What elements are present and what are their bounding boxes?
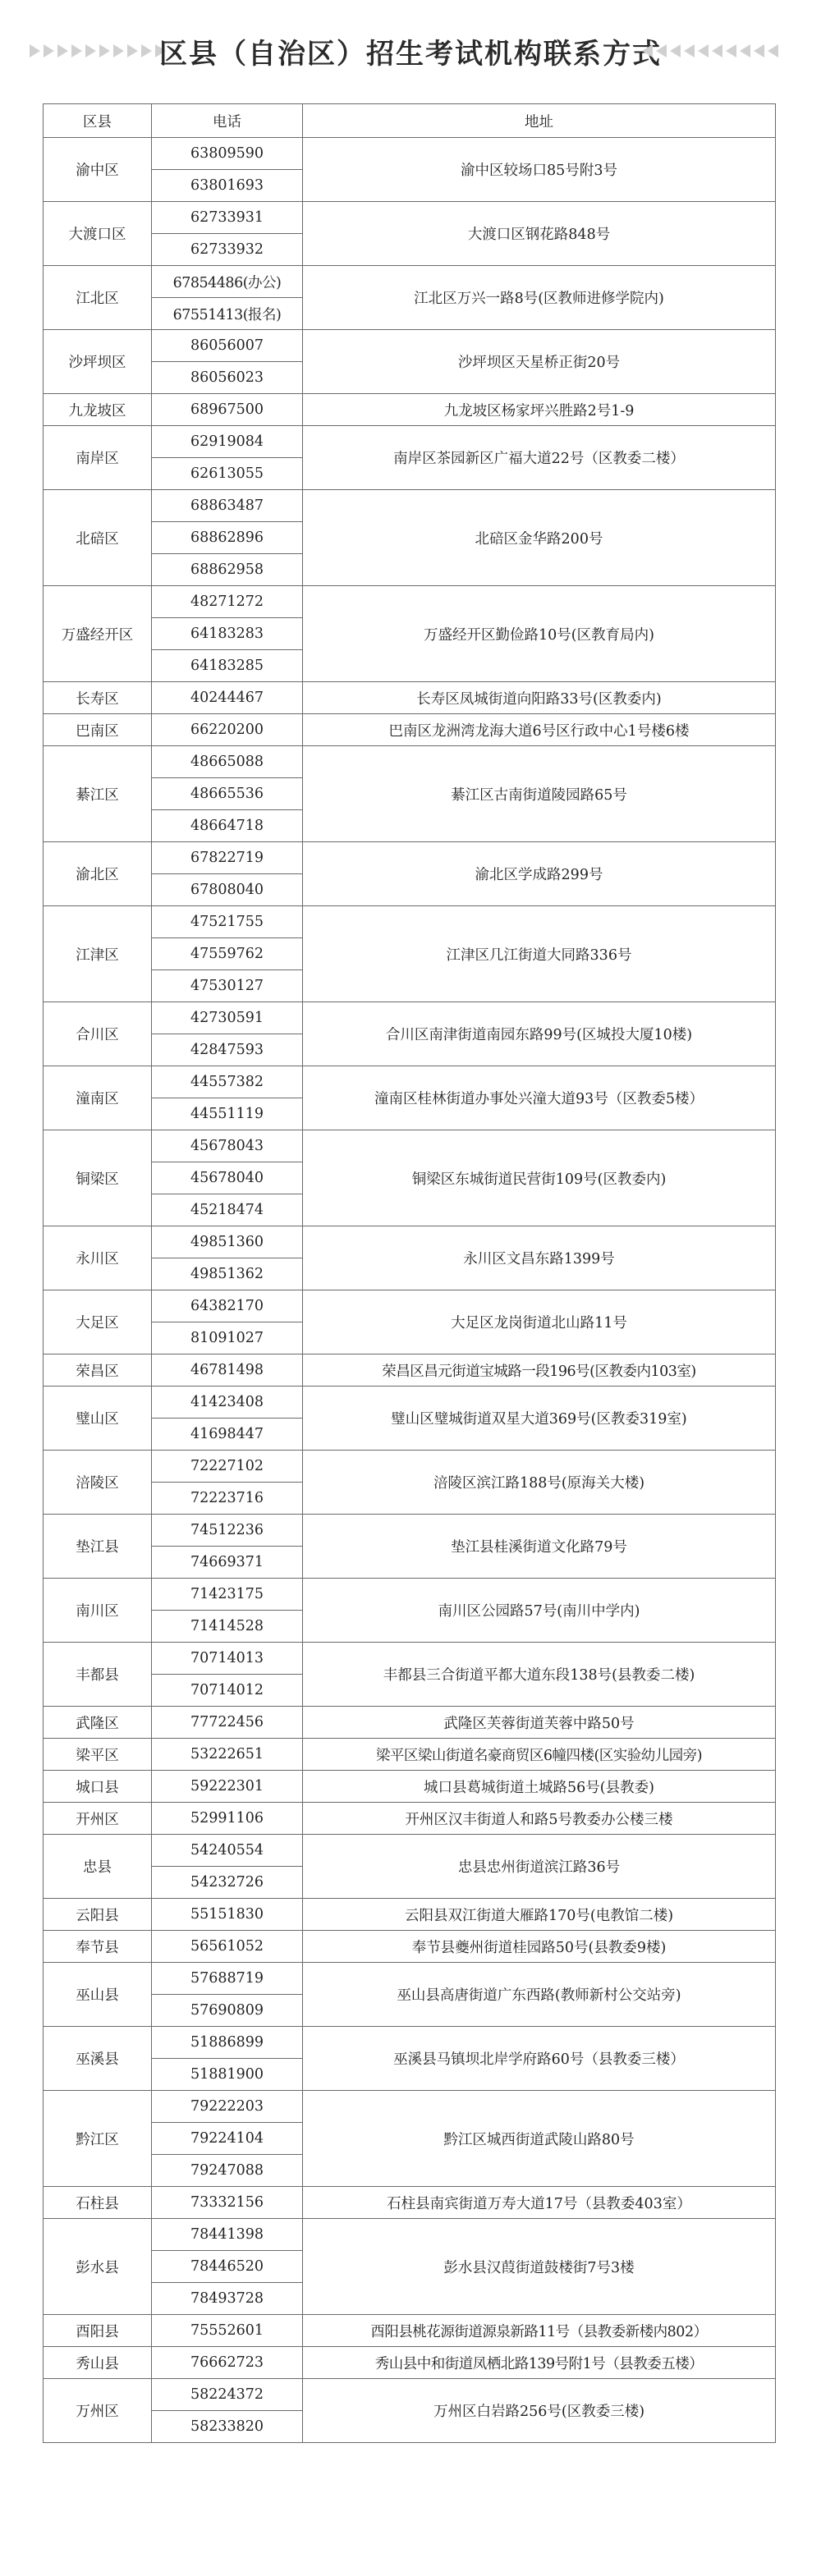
- district-cell: 长寿区: [44, 682, 152, 714]
- address-cell: 秀山县中和街道凤栖北路139号附1号（县教委五楼）: [303, 2347, 776, 2379]
- phone-cell: 72227102: [152, 1451, 303, 1483]
- phone-cell: 48271272: [152, 586, 303, 618]
- address-cell: 涪陵区滨江路188号(原海关大楼): [303, 1451, 776, 1515]
- phone-cell: 64382170: [152, 1290, 303, 1322]
- phone-cell: 75552601: [152, 2315, 303, 2347]
- table-row: [44, 714, 776, 746]
- address-cell: 巫山县高唐街道广东西路(教师新村公交站旁): [303, 1963, 776, 2027]
- phone-cell: 78446520: [152, 2251, 303, 2283]
- phone-cell: 67551413(报名): [152, 298, 303, 330]
- table-row: [44, 2027, 776, 2059]
- address-cell: 江津区几江街道大同路336号: [303, 906, 776, 1002]
- table-row: [44, 1963, 776, 1995]
- phone-cell: 49851362: [152, 1258, 303, 1290]
- district-cell: 江北区: [44, 266, 152, 330]
- address-cell: 万盛经开区勤俭路10号(区教育局内): [303, 586, 776, 682]
- phone-cell: 79247088: [152, 2155, 303, 2187]
- address-cell: 铜梁区东城街道民营街109号(区教委内): [303, 1130, 776, 1226]
- contacts-table: [43, 103, 776, 2443]
- address-cell: 荣昌区昌元街道宝城路一段196号(区教委内103室): [303, 1354, 776, 1387]
- phone-cell: 68862896: [152, 522, 303, 554]
- district-cell: 铜梁区: [44, 1130, 152, 1226]
- page-header: [0, 0, 821, 99]
- district-cell: 万州区: [44, 2379, 152, 2443]
- phone-cell: 70714013: [152, 1643, 303, 1675]
- address-cell: 万州区白岩路256号(区教委三楼): [303, 2379, 776, 2443]
- district-cell: 合川区: [44, 1002, 152, 1066]
- address-cell: 大足区龙岗街道北山路11号: [303, 1290, 776, 1354]
- district-cell: 巫溪县: [44, 2027, 152, 2091]
- phone-cell: 67854486(办公): [152, 266, 303, 298]
- table-row: [44, 2347, 776, 2379]
- address-cell: 开州区汉丰街道人和路5号教委办公楼三楼: [303, 1803, 776, 1835]
- phone-cell: 49851360: [152, 1226, 303, 1258]
- phone-cell: 72223716: [152, 1483, 303, 1515]
- district-cell: 巫山县: [44, 1963, 152, 2027]
- phone-cell: 64183285: [152, 650, 303, 682]
- phone-cell: 47559762: [152, 938, 303, 970]
- phone-cell: 59222301: [152, 1771, 303, 1803]
- phone-cell: 62733932: [152, 234, 303, 266]
- phone-cell: 71423175: [152, 1579, 303, 1611]
- district-cell: 彭水县: [44, 2219, 152, 2315]
- phone-cell: 42847593: [152, 1034, 303, 1066]
- district-cell: 忠县: [44, 1835, 152, 1899]
- district-cell: 渝中区: [44, 138, 152, 202]
- phone-cell: 45678040: [152, 1162, 303, 1194]
- phone-cell: 68863487: [152, 490, 303, 522]
- table-row: [44, 2219, 776, 2251]
- table-row: [44, 1387, 776, 1419]
- table-body: [44, 138, 776, 2443]
- district-cell: 荣昌区: [44, 1354, 152, 1387]
- phone-cell: 58224372: [152, 2379, 303, 2411]
- district-cell: 垫江县: [44, 1515, 152, 1579]
- address-cell: 九龙坡区杨家坪兴胜路2号1-9: [303, 394, 776, 426]
- address-cell: 长寿区凤城街道向阳路33号(区教委内): [303, 682, 776, 714]
- column-header-district: 区县: [44, 104, 152, 138]
- address-cell: 江北区万兴一路8号(区教师进修学院内): [303, 266, 776, 330]
- table-header-row: [44, 104, 776, 138]
- phone-cell: 74669371: [152, 1547, 303, 1579]
- phone-cell: 51886899: [152, 2027, 303, 2059]
- phone-cell: 58233820: [152, 2411, 303, 2443]
- phone-cell: 56561052: [152, 1931, 303, 1963]
- column-header-address: 地址: [303, 104, 776, 138]
- district-cell: 石柱县: [44, 2187, 152, 2219]
- phone-cell: 48664718: [152, 810, 303, 842]
- phone-cell: 41698447: [152, 1419, 303, 1451]
- phone-cell: 81091027: [152, 1322, 303, 1354]
- address-cell: 巴南区龙洲湾龙海大道6号区行政中心1号楼6楼: [303, 714, 776, 746]
- table-row: [44, 2379, 776, 2411]
- district-cell: 城口县: [44, 1771, 152, 1803]
- table-row: [44, 586, 776, 618]
- address-cell: 綦江区古南街道陵园路65号: [303, 746, 776, 842]
- district-cell: 大渡口区: [44, 202, 152, 266]
- district-cell: 大足区: [44, 1290, 152, 1354]
- address-cell: 璧山区璧城街道双星大道369号(区教委319室): [303, 1387, 776, 1451]
- table-row: [44, 842, 776, 874]
- phone-cell: 42730591: [152, 1002, 303, 1034]
- address-cell: 忠县忠州街道滨江路36号: [303, 1835, 776, 1899]
- table-row: [44, 490, 776, 522]
- table-row: [44, 330, 776, 362]
- table-row: [44, 1226, 776, 1258]
- table-row: [44, 2091, 776, 2123]
- address-cell: 沙坪坝区天星桥正街20号: [303, 330, 776, 394]
- address-cell: 渝北区学成路299号: [303, 842, 776, 906]
- phone-cell: 78493728: [152, 2283, 303, 2315]
- phone-cell: 40244467: [152, 682, 303, 714]
- address-cell: 巫溪县马镇坝北岸学府路60号（县教委三楼）: [303, 2027, 776, 2091]
- table-row: [44, 1451, 776, 1483]
- district-cell: 巴南区: [44, 714, 152, 746]
- phone-cell: 78441398: [152, 2219, 303, 2251]
- phone-cell: 63809590: [152, 138, 303, 170]
- table-row: [44, 1579, 776, 1611]
- phone-cell: 62733931: [152, 202, 303, 234]
- phone-cell: 64183283: [152, 618, 303, 650]
- district-cell: 北碚区: [44, 490, 152, 586]
- district-cell: 云阳县: [44, 1899, 152, 1931]
- district-cell: 开州区: [44, 1803, 152, 1835]
- phone-cell: 48665088: [152, 746, 303, 778]
- district-cell: 涪陵区: [44, 1451, 152, 1515]
- table-row: [44, 2315, 776, 2347]
- district-cell: 酉阳县: [44, 2315, 152, 2347]
- district-cell: 万盛经开区: [44, 586, 152, 682]
- phone-cell: 73332156: [152, 2187, 303, 2219]
- table-row: [44, 266, 776, 298]
- phone-cell: 76662723: [152, 2347, 303, 2379]
- phone-cell: 62919084: [152, 426, 303, 458]
- address-cell: 奉节县夔州街道桂园路50号(县教委9楼): [303, 1931, 776, 1963]
- phone-cell: 44551119: [152, 1098, 303, 1130]
- phone-cell: 77722456: [152, 1707, 303, 1739]
- phone-cell: 44557382: [152, 1066, 303, 1098]
- district-cell: 沙坪坝区: [44, 330, 152, 394]
- address-cell: 丰都县三合街道平都大道东段138号(县教委二楼): [303, 1643, 776, 1707]
- table-row: [44, 1130, 776, 1162]
- table-row: [44, 202, 776, 234]
- district-cell: 黔江区: [44, 2091, 152, 2187]
- table-row: [44, 1707, 776, 1739]
- address-cell: 垫江县桂溪街道文化路79号: [303, 1515, 776, 1579]
- phone-cell: 41423408: [152, 1387, 303, 1419]
- district-cell: 丰都县: [44, 1643, 152, 1707]
- table-row: [44, 1290, 776, 1322]
- page-title: 区县（自治区）招生考试机构联系方式: [159, 38, 662, 71]
- district-cell: 永川区: [44, 1226, 152, 1290]
- phone-cell: 46781498: [152, 1354, 303, 1387]
- table-row: [44, 1771, 776, 1803]
- table-row: [44, 1739, 776, 1771]
- address-cell: 北碚区金华路200号: [303, 490, 776, 586]
- table-row: [44, 138, 776, 170]
- phone-cell: 45678043: [152, 1130, 303, 1162]
- district-cell: 武隆区: [44, 1707, 152, 1739]
- district-cell: 九龙坡区: [44, 394, 152, 426]
- phone-cell: 54240554: [152, 1835, 303, 1867]
- phone-cell: 79224104: [152, 2123, 303, 2155]
- table-row: [44, 2187, 776, 2219]
- district-cell: 南岸区: [44, 426, 152, 490]
- phone-cell: 47530127: [152, 970, 303, 1002]
- table-row: [44, 1899, 776, 1931]
- address-cell: 南岸区茶园新区广福大道22号（区教委二楼）: [303, 426, 776, 490]
- table-row: [44, 1931, 776, 1963]
- table-row: [44, 1835, 776, 1867]
- address-cell: 城口县葛城街道土城路56号(县教委): [303, 1771, 776, 1803]
- address-cell: 渝中区较场口85号附3号: [303, 138, 776, 202]
- phone-cell: 63801693: [152, 170, 303, 202]
- column-header-phone: 电话: [152, 104, 303, 138]
- address-cell: 石柱县南宾街道万寿大道17号（县教委403室）: [303, 2187, 776, 2219]
- table-row: [44, 1066, 776, 1098]
- address-cell: 南川区公园路57号(南川中学内): [303, 1579, 776, 1643]
- district-cell: 奉节县: [44, 1931, 152, 1963]
- table-row: [44, 746, 776, 778]
- phone-cell: 45218474: [152, 1194, 303, 1226]
- district-cell: 南川区: [44, 1579, 152, 1643]
- phone-cell: 86056007: [152, 330, 303, 362]
- table-row: [44, 1803, 776, 1835]
- address-cell: 黔江区城西街道武陵山路80号: [303, 2091, 776, 2187]
- phone-cell: 62613055: [152, 458, 303, 490]
- address-cell: 大渡口区钢花路848号: [303, 202, 776, 266]
- phone-cell: 53222651: [152, 1739, 303, 1771]
- phone-cell: 52991106: [152, 1803, 303, 1835]
- phone-cell: 70714012: [152, 1675, 303, 1707]
- phone-cell: 79222203: [152, 2091, 303, 2123]
- decorative-chevrons-right: [642, 44, 778, 57]
- phone-cell: 66220200: [152, 714, 303, 746]
- phone-cell: 86056023: [152, 362, 303, 394]
- address-cell: 云阳县双江街道大雁路170号(电教馆二楼): [303, 1899, 776, 1931]
- phone-cell: 67822719: [152, 842, 303, 874]
- table-row: [44, 682, 776, 714]
- table-row: [44, 906, 776, 938]
- table-row: [44, 1354, 776, 1387]
- district-cell: 潼南区: [44, 1066, 152, 1130]
- district-cell: 秀山县: [44, 2347, 152, 2379]
- phone-cell: 47521755: [152, 906, 303, 938]
- phone-cell: 68967500: [152, 394, 303, 426]
- table-row: [44, 426, 776, 458]
- phone-cell: 54232726: [152, 1867, 303, 1899]
- phone-cell: 55151830: [152, 1899, 303, 1931]
- phone-cell: 71414528: [152, 1611, 303, 1643]
- phone-cell: 51881900: [152, 2059, 303, 2091]
- phone-cell: 48665536: [152, 778, 303, 810]
- table-row: [44, 1643, 776, 1675]
- address-cell: 合川区南津街道南园东路99号(区城投大厦10楼): [303, 1002, 776, 1066]
- phone-cell: 57688719: [152, 1963, 303, 1995]
- address-cell: 酉阳县桃花源街道源泉新路11号（县教委新楼内802）: [303, 2315, 776, 2347]
- phone-cell: 74512236: [152, 1515, 303, 1547]
- table-row: [44, 1002, 776, 1034]
- phone-cell: 57690809: [152, 1995, 303, 2027]
- district-cell: 渝北区: [44, 842, 152, 906]
- district-cell: 綦江区: [44, 746, 152, 842]
- table-row: [44, 394, 776, 426]
- address-cell: 梁平区梁山街道名豪商贸区6幢四楼(区实验幼儿园旁): [303, 1739, 776, 1771]
- district-cell: 梁平区: [44, 1739, 152, 1771]
- address-cell: 潼南区桂林街道办事处兴潼大道93号（区教委5楼）: [303, 1066, 776, 1130]
- address-cell: 武隆区芙蓉街道芙蓉中路50号: [303, 1707, 776, 1739]
- district-cell: 江津区: [44, 906, 152, 1002]
- address-cell: 彭水县汉葭街道鼓楼街7号3楼: [303, 2219, 776, 2315]
- address-cell: 永川区文昌东路1399号: [303, 1226, 776, 1290]
- phone-cell: 68862958: [152, 554, 303, 586]
- phone-cell: 67808040: [152, 874, 303, 906]
- district-cell: 璧山区: [44, 1387, 152, 1451]
- table-row: [44, 1515, 776, 1547]
